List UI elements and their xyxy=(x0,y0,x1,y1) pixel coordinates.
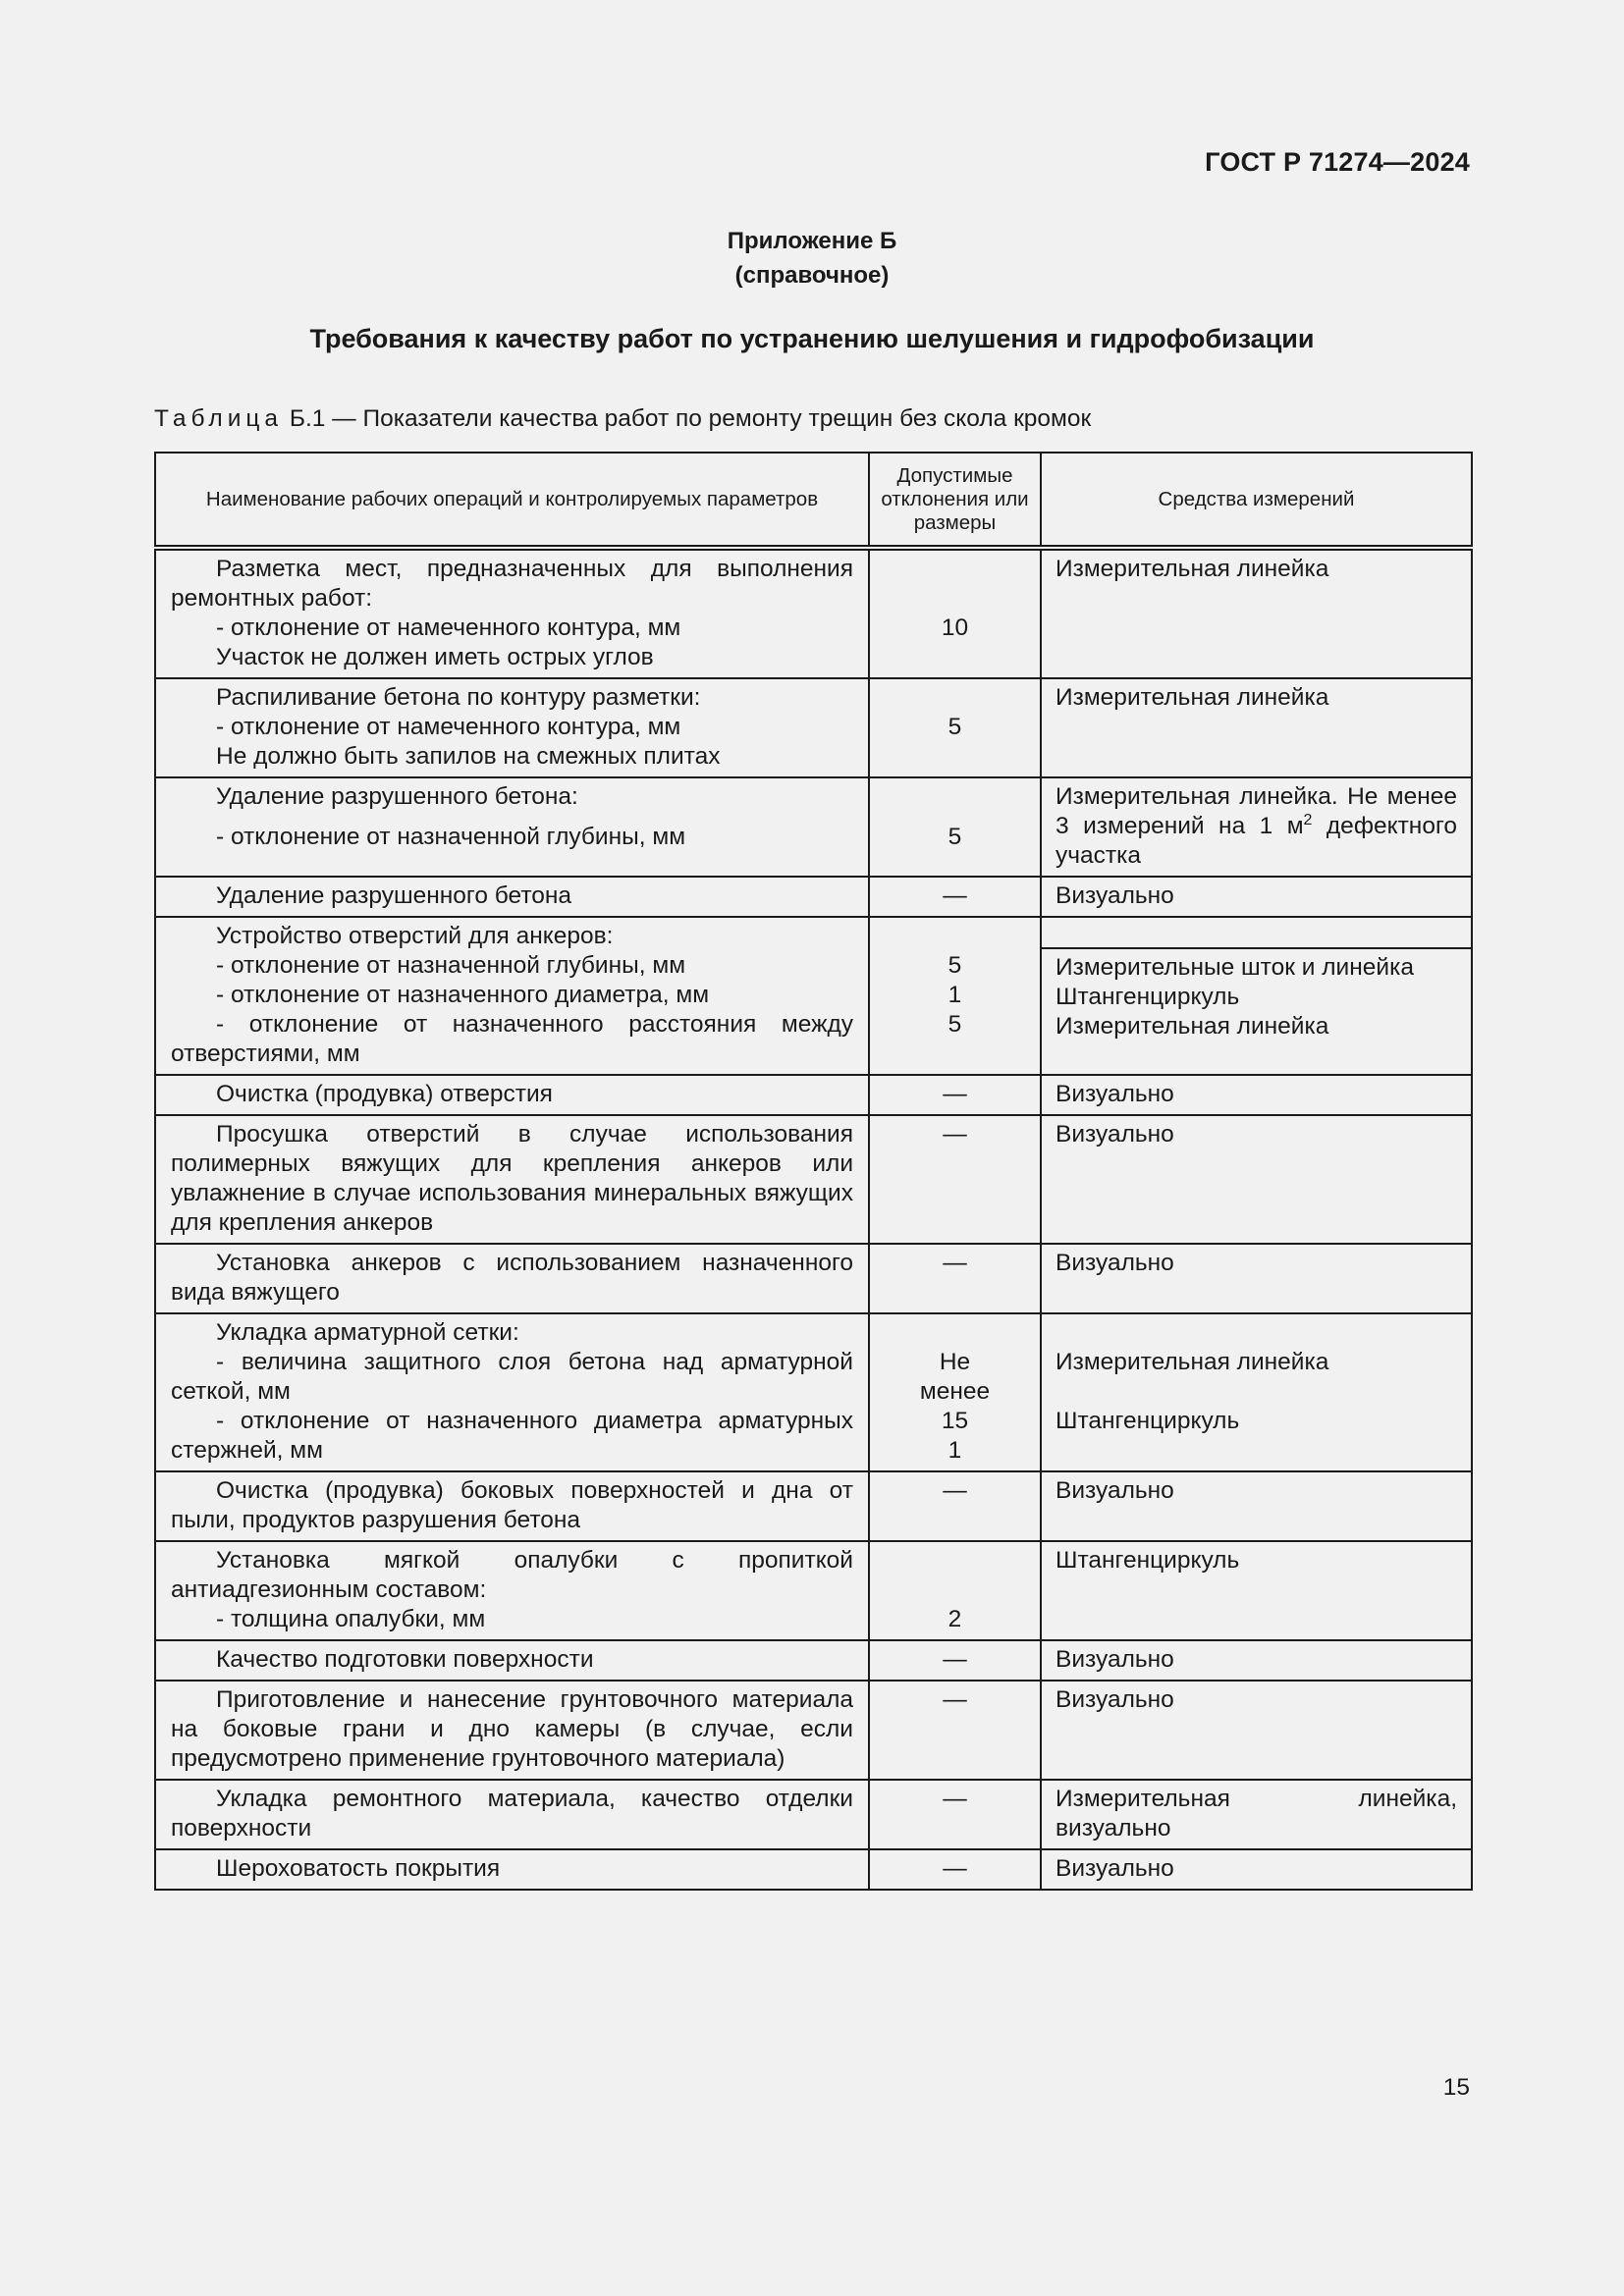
table-caption-prefix: Таблица xyxy=(154,405,284,432)
appendix-type: (справочное) xyxy=(734,262,890,289)
table-header-row xyxy=(155,453,1472,548)
quality-table xyxy=(154,452,1473,1891)
tolerance-cell: — xyxy=(869,1780,1041,1849)
table-row xyxy=(155,1313,1472,1471)
table-row xyxy=(155,1115,1472,1244)
table-row xyxy=(155,777,1472,877)
table-row xyxy=(155,917,1472,1075)
operation-cell: Укладка арматурной сетки: - величина защитного слоя бетона над арматурной сеткой, мм - отклонение от назначенного диаметра арматурных стержней, мм xyxy=(155,1313,869,1471)
instrument-cell: Измерительная линейка xyxy=(1041,678,1472,777)
tolerance-cell: 10 xyxy=(869,548,1041,678)
appendix-heading xyxy=(0,224,1624,293)
tolerance-cell: — xyxy=(869,877,1041,917)
table-row xyxy=(155,678,1472,777)
table-row xyxy=(155,1780,1472,1849)
tolerance-cell: Не менее 15 1 xyxy=(869,1313,1041,1471)
instrument-cell: Визуально xyxy=(1041,1075,1472,1115)
tolerance-cell: 5 1 5 xyxy=(869,917,1041,1075)
operation-cell: Удаление разрушенного бетона xyxy=(155,877,869,917)
tolerance-cell: — xyxy=(869,1471,1041,1541)
instrument-cell: Визуально xyxy=(1041,1244,1472,1313)
operation-cell: Качество подготовки поверхности xyxy=(155,1640,869,1681)
tolerance-cell: — xyxy=(869,1681,1041,1780)
operation-cell: Установка мягкой опалубки с пропиткой антиадгезионным составом: - толщина опалубки, мм xyxy=(155,1541,869,1640)
operation-cell: Устройство отверстий для анкеров: - отклонение от назначенной глубины, мм - отклонение от назначенного диаметра, мм - отклонение от назначенного расстояния между отверстиями, мм xyxy=(155,917,869,1075)
operation-cell: Просушка отверстий в случае использования полимерных вяжущих для крепления анкеров или увлажнение в случае использования минеральных вяжущих для крепления анкеров xyxy=(155,1115,869,1244)
document-title: Требования к качеству работ по устранению шелушения и гидрофобизации xyxy=(309,324,1315,353)
operation-cell: Разметка мест, предназначенных для выполнения ремонтных работ: - отклонение от намеченного контура, мм Участок не должен иметь острых углов xyxy=(155,548,869,678)
table-row xyxy=(155,1681,1472,1780)
table-row xyxy=(155,1075,1472,1115)
table-row xyxy=(155,1471,1472,1541)
instrument-cell: Визуально xyxy=(1041,1115,1472,1244)
table-row xyxy=(155,877,1472,917)
operation-cell: Приготовление и нанесение грунтовочного материала на боковые грани и дно камеры (в случае, если предусмотрено применение грунтовочного материала) xyxy=(155,1681,869,1780)
page-number: 15 xyxy=(1442,2074,1470,2101)
instrument-cell: Измерительные шток и линейка Штангенциркуль Измерительная линейка xyxy=(1041,917,1472,1075)
instrument-cell: Измерительная линейка Штангенциркуль xyxy=(1041,1313,1472,1471)
instrument-cell: Измерительная линейка xyxy=(1041,548,1472,678)
tolerance-cell: — xyxy=(869,1115,1041,1244)
table-row xyxy=(155,1849,1472,1890)
tolerance-cell: 2 xyxy=(869,1541,1041,1640)
tolerance-cell: — xyxy=(869,1244,1041,1313)
table-caption-text: Б.1 — Показатели качества работ по ремонту трещин без скола кромок xyxy=(283,405,1092,432)
tolerance-cell: — xyxy=(869,1849,1041,1890)
table-row xyxy=(155,1640,1472,1681)
column-header-operations: Наименование рабочих операций и контролируемых параметров xyxy=(155,453,869,548)
tolerance-cell: — xyxy=(869,1075,1041,1115)
operation-cell: Удаление разрушенного бетона: - отклонение от назначенной глубины, мм xyxy=(155,777,869,877)
operation-cell: Очистка (продувка) боковых поверхностей и дна от пыли, продуктов разрушения бетона xyxy=(155,1471,869,1541)
column-header-instruments: Средства измерений xyxy=(1041,453,1472,548)
instrument-cell: Визуально xyxy=(1041,1640,1472,1681)
table-row xyxy=(155,548,1472,678)
table-row xyxy=(155,1541,1472,1640)
instrument-cell: Визуально xyxy=(1041,877,1472,917)
tolerance-cell: — xyxy=(869,1640,1041,1681)
instrument-subcell-divider xyxy=(1042,918,1471,949)
operation-cell: Очистка (продувка) отверстия xyxy=(155,1075,869,1115)
column-header-tolerances: Допустимые отклонения или размеры xyxy=(869,453,1041,548)
instrument-cell: Измерительная линейка. Не менее 3 измерений на 1 $м^2$ дефектного участка xyxy=(1041,777,1472,877)
instrument-cell: Визуально xyxy=(1041,1471,1472,1541)
operation-cell: Распиливание бетона по контуру разметки: - отклонение от намеченного контура, мм Не должно быть запилов на смежных плитах xyxy=(155,678,869,777)
operation-cell: Установка анкеров с использованием назначенного вида вяжущего xyxy=(155,1244,869,1313)
tolerance-cell: 5 xyxy=(869,777,1041,877)
instrument-cell: Штангенциркуль xyxy=(1041,1541,1472,1640)
instrument-cell: Визуально xyxy=(1041,1681,1472,1780)
instrument-cell: Измерительная линейка, визуально xyxy=(1041,1780,1472,1849)
appendix-label: Приложение Б xyxy=(727,228,897,254)
tolerance-cell: 5 xyxy=(869,678,1041,777)
document-code: ГОСТ Р 71274—2024 xyxy=(1205,147,1470,177)
instrument-cell: Визуально xyxy=(1041,1849,1472,1890)
table-caption xyxy=(154,405,1091,433)
table-row xyxy=(155,1244,1472,1313)
operation-cell: Укладка ремонтного материала, качество отделки поверхности xyxy=(155,1780,869,1849)
operation-cell: Шероховатость покрытия xyxy=(155,1849,869,1890)
